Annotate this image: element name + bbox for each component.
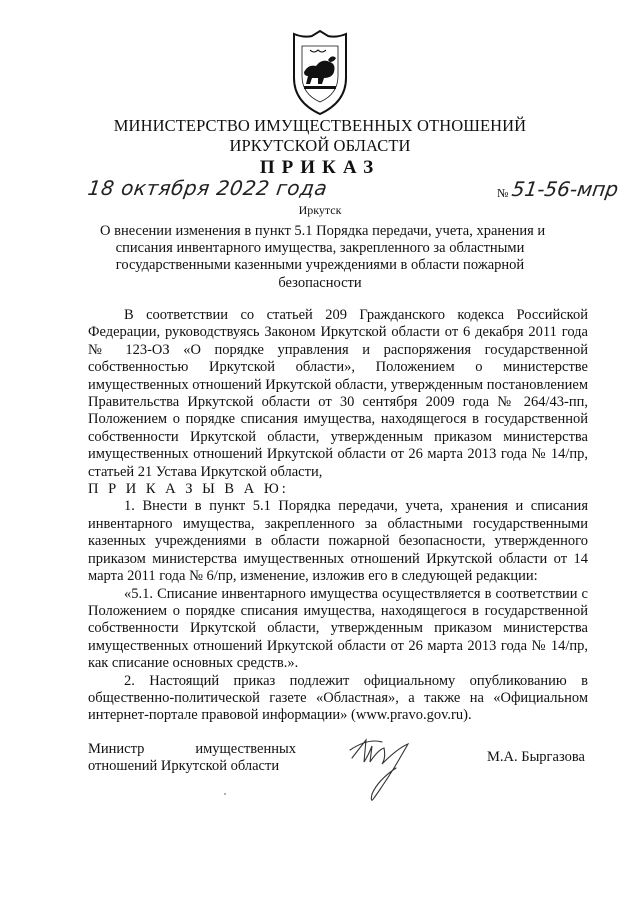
subject-line: О внесении изменения в пункт 5.1 Порядка передачи, учета, хранения и xyxy=(100,223,546,239)
subject-line: списания инвентарного имущества, закрепленного за областными xyxy=(115,240,525,257)
ministry-title-line2: ИРКУТСКОЙ ОБЛАСТИ xyxy=(229,136,411,155)
city-label: Иркутск xyxy=(298,203,342,217)
coat-of-arms-icon xyxy=(284,28,356,118)
order-item-1-quote: «5.1. Списание инвентарного имущества осуществляется в соответствии с Положением о порядке списания имущества, находящегося в государственной собственности Иркутской области, утвержденным приказом министерства имущественных отношений Иркутской области от 26 марта 2013 года № 14/пр, как списание основных средств.». xyxy=(88,585,588,672)
signer-position-word: имущественных xyxy=(195,741,296,757)
handwritten-number: 51-56-мпр xyxy=(510,177,620,201)
handwritten-date: 18 октября 2022 года xyxy=(86,176,329,200)
order-item-1: 1. Внести в пункт 5.1 Порядка передачи, учета, хранения и списания инвентарного имущества, закрепленного за областными государственными казенных учреждениями в области пожарной безопасности, утвержденного приказом министерства имущественных отношений Иркутской области от 14 марта 2011 года № 6/пр, изменение, изложив его в следующей редакции: xyxy=(88,498,588,585)
document-type-title: ПРИКАЗ xyxy=(259,157,381,178)
signer-position xyxy=(88,741,296,775)
preamble-paragraph: В соответствии со статьей 209 Гражданского кодекса Российской Федерации, руководствуясь Законом Иркутской области от 6 декабря 2011 года № 123-ОЗ «О порядке управления и распоряжения государственной собственностью Иркутской области», Положением о министерстве имущественных отношений Иркутской области, утвержденным постановлением Правительства Иркутской области от 30 сентября 2009 года № 264/43-пп, Положением о порядке списания имущества, находящегося в государственной собственности Иркутской области, утвержденным приказом министерства имущественных отношений Иркутской области от 26 марта 2013 года № 14/пр, статьей 21 Устава Иркутской области, xyxy=(88,307,588,480)
signer-name: М.А. Быргазова xyxy=(487,749,585,765)
signer-position-line2: отношений Иркутской области xyxy=(88,758,280,774)
subject-line: безопасности xyxy=(278,274,362,291)
scan-speck xyxy=(224,793,226,795)
signer-position-word: Министр xyxy=(88,741,145,757)
order-heading: П Р И К А З Ы В А Ю: xyxy=(88,481,289,498)
ministry-title-line1: МИНИСТЕРСТВО ИМУЩЕСТВЕННЫХ ОТНОШЕНИЙ xyxy=(113,116,527,135)
document-subject xyxy=(100,223,546,292)
number-label: № xyxy=(497,186,509,200)
document-body xyxy=(88,307,588,725)
subject-line: государственными казенными учреждениями в области пожарной xyxy=(115,257,525,274)
handwritten-signature xyxy=(338,728,428,806)
order-item-2: 2. Настоящий приказ подлежит официальному опубликованию в общественно-политической газете «Областная», а также на «Официальном интернет-портале правовой информации» (www.pravo.gov.ru). xyxy=(88,672,588,724)
